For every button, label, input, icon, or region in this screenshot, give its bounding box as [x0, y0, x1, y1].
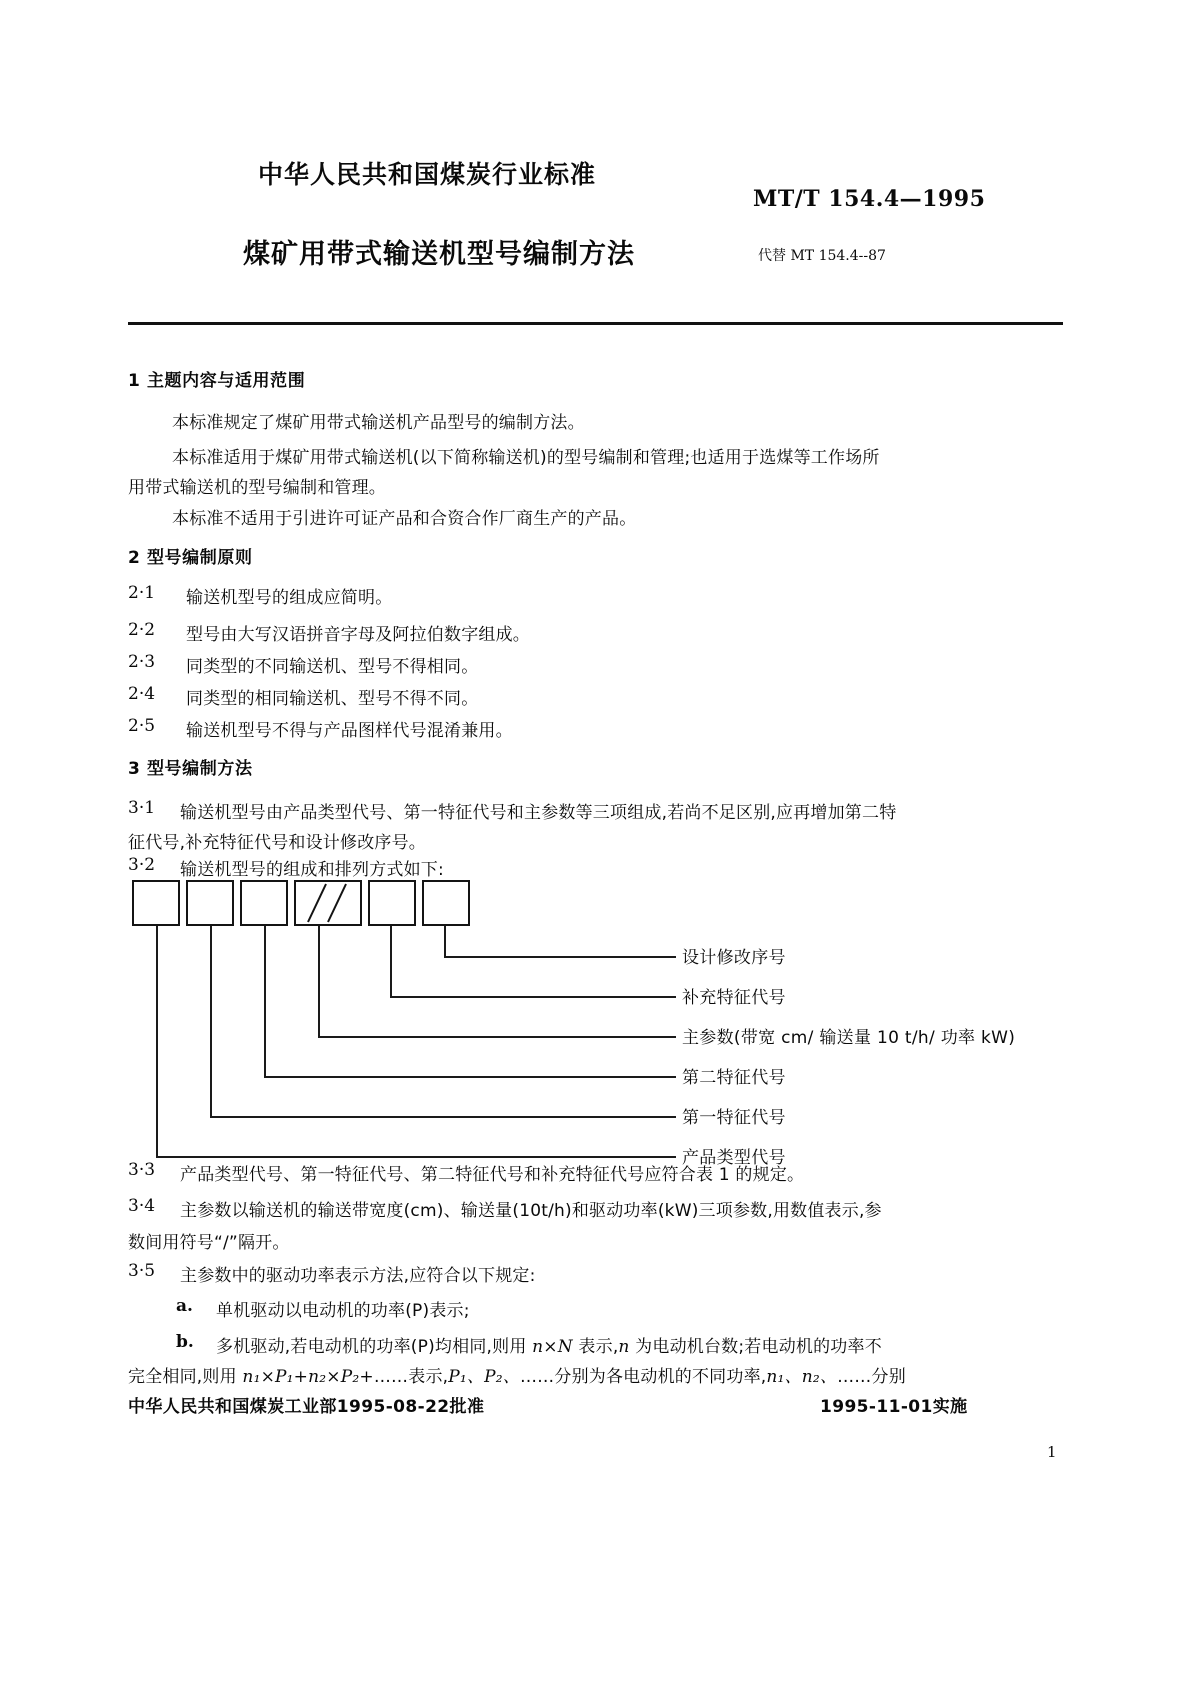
clause-3-5-text: 主参数中的驱动功率表示方法,应符合以下规定: [180, 1266, 536, 1286]
page-number: 1 [1047, 1443, 1057, 1461]
clause-2-5-number: 2·5 [128, 716, 156, 736]
model-designation-diagram [128, 876, 1028, 1176]
document-header [128, 150, 1063, 285]
replaces-note: 代替 MT 154.4--87 [758, 248, 886, 264]
item-b-var-n: n [618, 1337, 630, 1357]
item-b2-text-pre: 完全相同,则用 [128, 1367, 243, 1387]
section-2-heading: 2 型号编制原则 [128, 548, 253, 568]
diagram-label-main-parameter: 主参数(带宽 cm/ 输送量 10 t/h/ 功率 kW) [682, 1028, 1016, 1048]
section-1-paragraph-2-line-2: 用带式输送机的型号编制和管理。 [128, 478, 386, 498]
item-b2-text-tail: ……分别 [837, 1367, 906, 1387]
leader-h-design-revision [444, 956, 676, 958]
clause-3-3-text: 产品类型代号、第一特征代号、第二特征代号和补充特征代号应符合表 1 的规定。 [180, 1165, 805, 1185]
leader-h-first-feature [210, 1116, 676, 1118]
section-1-paragraph-2-line-1: 本标准适用于煤矿用带式输送机(以下简称输送机)的型号编制和管理;也适用于选煤等工作场所 [172, 448, 880, 468]
item-b2-vars-p: P₁、P₂、 [448, 1367, 520, 1387]
clause-3-3-number: 3·3 [128, 1160, 156, 1180]
clause-2-3-text: 同类型的不同输送机、型号不得相同。 [186, 657, 479, 677]
standard-number: MT/T 154.4—1995 [753, 186, 986, 212]
clause-2-1-number: 2·1 [128, 583, 156, 603]
clause-3-5-item-b-line-2 [128, 1362, 906, 1387]
effective-date-footer: 1995-11-01实施 [820, 1397, 968, 1417]
clause-3-4-number: 3·4 [128, 1196, 156, 1216]
section-1-paragraph-1: 本标准规定了煤矿用带式输送机产品型号的编制方法。 [172, 413, 585, 433]
clause-3-1-number: 3·1 [128, 798, 156, 818]
clause-2-1-text: 输送机型号的组成应简明。 [186, 588, 393, 608]
clause-3-1-line-2: 征代号,补充特征代号和设计修改序号。 [128, 833, 427, 853]
clause-2-2-text: 型号由大写汉语拼音字母及阿拉伯数字组成。 [186, 625, 530, 645]
clause-3-5-item-a-text: 单机驱动以电动机的功率(P)表示; [216, 1301, 470, 1321]
section-1-paragraph-3: 本标准不适用于引进许可证产品和合资合作厂商生产的产品。 [172, 509, 637, 529]
clause-3-2-number: 3·2 [128, 855, 156, 875]
slash-separator-icon [296, 882, 360, 924]
clause-3-5-item-b-line-1 [216, 1332, 882, 1357]
item-b-formula-nxn: n×N [532, 1337, 573, 1357]
clause-3-5-item-b-label: b. [176, 1332, 194, 1352]
item-b2-text-mid: ……表示, [373, 1367, 449, 1387]
main-parameter-box [294, 880, 362, 926]
item-b2-text-post: ……分别为各电动机的不同功率, [519, 1367, 767, 1387]
leader-v-supplementary-feature [390, 926, 392, 998]
item-b-text-post: 表示, [572, 1337, 619, 1357]
document-title: 煤矿用带式输送机型号编制方法 [243, 239, 635, 270]
section-3-heading: 3 型号编制方法 [128, 759, 253, 779]
second-feature-code-box [240, 880, 288, 926]
item-b-text-pre: 多机驱动,若电动机的功率(P)均相同,则用 [216, 1337, 533, 1357]
diagram-label-second-feature-code: 第二特征代号 [682, 1068, 786, 1088]
diagram-label-first-feature-code: 第一特征代号 [682, 1108, 786, 1128]
clause-2-3-number: 2·3 [128, 652, 156, 672]
diagram-label-supplementary-feature-code: 补充特征代号 [682, 988, 786, 1008]
approval-footer: 中华人民共和国煤炭工业部1995-08-22批准 [128, 1397, 485, 1417]
section-1-heading: 1 主题内容与适用范围 [128, 371, 306, 391]
header-divider-rule [128, 322, 1063, 325]
leader-h-supplementary-feature [390, 996, 676, 998]
leader-h-product-type [156, 1156, 676, 1158]
item-b2-vars-n: n₁、n₂、 [766, 1367, 838, 1387]
leader-h-main-parameter [318, 1036, 676, 1038]
supplementary-feature-code-box [368, 880, 416, 926]
item-b-text-tail: 为电动机台数;若电动机的功率不 [629, 1337, 882, 1357]
clause-2-4-number: 2·4 [128, 684, 156, 704]
clause-2-5-text: 输送机型号不得与产品图样代号混淆兼用。 [186, 721, 513, 741]
leader-v-product-type [156, 926, 158, 1158]
clause-2-4-text: 同类型的相同输送机、型号不得不同。 [186, 689, 479, 709]
clause-3-1-line-1: 输送机型号由产品类型代号、第一特征代号和主参数等三项组成,若尚不足区别,应再增加第二特 [180, 803, 897, 823]
clause-3-5-number: 3·5 [128, 1261, 156, 1281]
leader-v-second-feature [264, 926, 266, 1078]
leader-v-first-feature [210, 926, 212, 1118]
diagram-label-product-type-code: 产品类型代号 [682, 1148, 786, 1168]
item-b2-formula: n₁×P₁+n₂×P₂+ [242, 1367, 374, 1387]
clause-3-4-line-2: 数间用符号“/”隔开。 [128, 1233, 290, 1253]
clause-3-5-item-a-label: a. [176, 1296, 193, 1316]
product-type-code-box [132, 880, 180, 926]
design-revision-no-box [422, 880, 470, 926]
leader-v-design-revision [444, 926, 446, 958]
issuing-organization-title: 中华人民共和国煤炭行业标准 [258, 160, 597, 189]
first-feature-code-box [186, 880, 234, 926]
diagram-label-design-revision-no: 设计修改序号 [682, 948, 786, 968]
clause-2-2-number: 2·2 [128, 620, 156, 640]
leader-h-second-feature [264, 1076, 676, 1078]
leader-v-main-parameter [318, 926, 320, 1038]
clause-3-4-line-1: 主参数以输送机的输送带宽度(cm)、输送量(10t/h)和驱动功率(kW)三项参数,用数值表示,参 [180, 1201, 882, 1221]
clause-3-2-text: 输送机型号的组成和排列方式如下: [180, 860, 444, 880]
